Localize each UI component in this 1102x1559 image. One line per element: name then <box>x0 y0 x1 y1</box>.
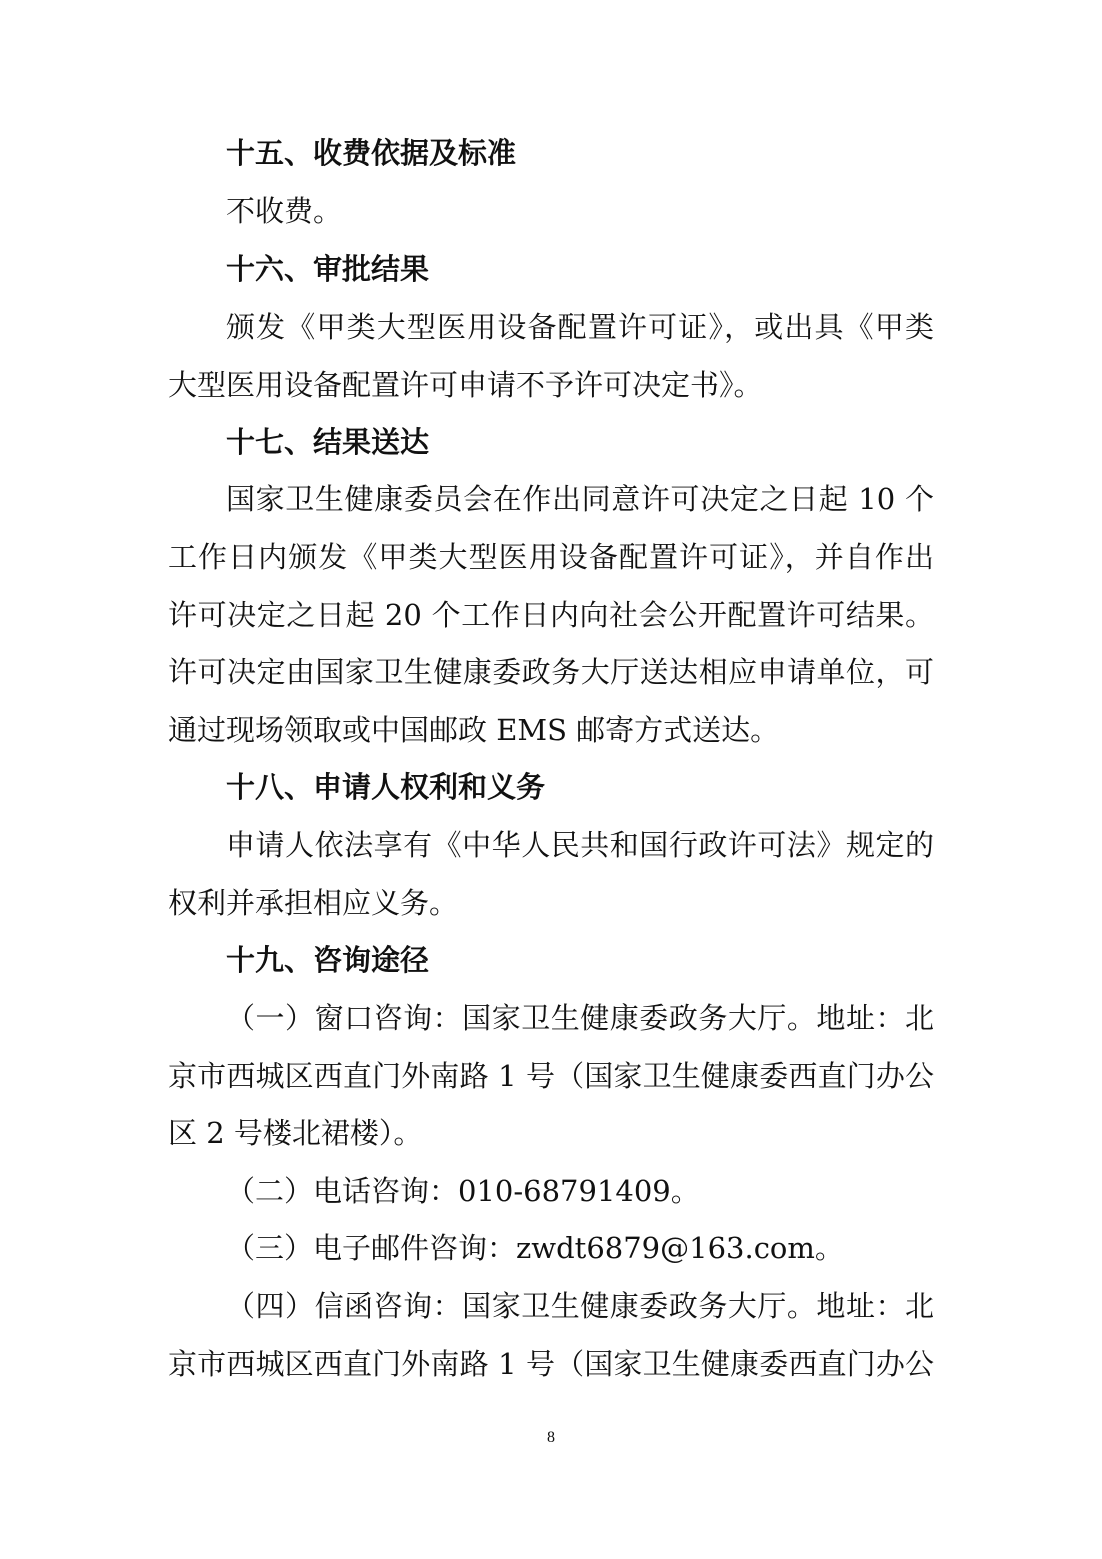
paragraph-line: 许可决定由国家卫生健康委政务大厅送达相应申请单位，可 <box>168 655 934 689</box>
paragraph-line: 颁发《甲类大型医用设备配置许可证》，或出具《甲类 <box>226 310 934 344</box>
paragraph-line: 通过现场领取或中国邮政 EMS 邮寄方式送达。 <box>168 713 780 747</box>
paragraph-line: 许可决定之日起 20 个工作日内向社会公开配置许可结果。 <box>168 598 934 632</box>
section-heading-16: 十六、审批结果 <box>226 252 430 286</box>
paragraph-line: 申请人依法享有《中华人民共和国行政许可法》规定的 <box>226 828 934 862</box>
phone-consultation-line: （二）电话咨询：010-68791409。 <box>226 1174 700 1208</box>
paragraph-line: 国家卫生健康委员会在作出同意许可决定之日起 10 个 <box>226 482 934 516</box>
email-consultation-line: （三）电子邮件咨询：zwdt6879@163.com。 <box>226 1231 844 1265</box>
section-heading-18: 十八、申请人权利和义务 <box>226 770 546 804</box>
section-heading-19: 十九、咨询途径 <box>226 943 430 977</box>
page-number: 8 <box>547 1429 555 1446</box>
section-heading-17: 十七、结果送达 <box>226 425 430 459</box>
paragraph-line: 工作日内颁发《甲类大型医用设备配置许可证》，并自作出 <box>168 540 934 574</box>
paragraph-line: 大型医用设备配置许可申请不予许可决定书》。 <box>168 368 763 402</box>
paragraph-line: 京市西城区西直门外南路 1 号（国家卫生健康委西直门办公 <box>168 1059 934 1093</box>
paragraph-line: 区 2 号楼北裙楼）。 <box>168 1116 423 1150</box>
paragraph-line: （四）信函咨询：国家卫生健康委政务大厅。地址：北 <box>226 1289 934 1323</box>
section-heading-15: 十五、收费依据及标准 <box>226 136 517 170</box>
paragraph-line: 不收费。 <box>226 194 343 228</box>
paragraph-line: 权利并承担相应义务。 <box>168 886 459 920</box>
paragraph-line: （一）窗口咨询：国家卫生健康委政务大厅。地址：北 <box>226 1001 934 1035</box>
paragraph-line: 京市西城区西直门外南路 1 号（国家卫生健康委西直门办公 <box>168 1347 934 1381</box>
